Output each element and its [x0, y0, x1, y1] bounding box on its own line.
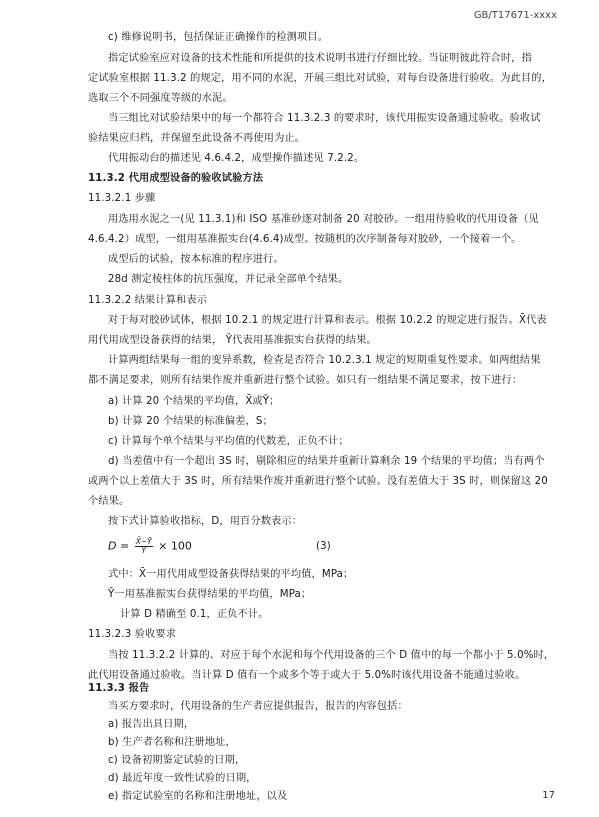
list-item: c) 维修说明书，包括保证正确操作的检测项目。	[108, 32, 329, 43]
paragraph-line: 都不满足要求，则所有结果作废并重新进行整个试验。如只有一组结果不满足要求，按下进行：	[88, 375, 523, 386]
paragraph-line: 按下式计算验收指标，D，用百分数表示：	[108, 516, 303, 527]
paragraph-line: 计算两组结果每一组的变异系数，检查是否符合 10.2.3.1 规定的短期重复性要求。如两组结果	[108, 355, 541, 366]
paragraph-line: 或两个以上差值大于 3S 时，所有结果作废并重新进行整个试验。没有差值大于 3S 时，则保留这 20	[88, 476, 548, 487]
paragraph-line: 当按 11.3.2.2 计算的、对应于每个水泥和每个代用设备的三个 D 值中的每一个都小于 5.0%时，	[108, 650, 555, 661]
section-heading: 11.3.3 报告	[88, 683, 150, 694]
list-item: b) 生产者名称和注册地址，	[108, 737, 236, 748]
subsection-heading: 11.3.2.2 结果计算和表示	[88, 295, 208, 306]
paragraph-line: 当三组比对试验结果中的每一个都符合 11.3.2.3 的要求时，该代用振实设备通过验收。验收试	[108, 113, 541, 124]
formula-rhs: × 100	[158, 539, 192, 553]
document-code: GB/T17671-xxxx	[473, 10, 557, 21]
list-item: e) 指定试验室的名称和注册地址，以及	[108, 791, 288, 802]
formula-lhs: D =	[108, 539, 130, 553]
paragraph-line: 对于每对胶砂试体，根据 10.2.1 的规定进行计算和表示。根据 10.2.2 的规定进行报告。X̄代表	[108, 315, 547, 326]
list-item: d) 当差值中有一个超出 3S 时，剔除相应的结果并重新计算剩余 19 个结果的平均值；当有两个	[108, 456, 545, 467]
paragraph-line: 用代用成型设备获得的结果， Ȳ代表用基准振实台获得的结果。	[88, 335, 377, 346]
list-item: d) 最近年度一致性试验的日期，	[108, 773, 257, 784]
paragraph-line: 个结果。	[88, 496, 130, 507]
paragraph-line: 代用振动台的描述见 4.6.4.2，成型操作描述见 7.2.2。	[108, 153, 365, 164]
paragraph-line: 成型后的试验，按本标准的程序进行。	[108, 254, 284, 265]
subsection-heading: 11.3.2.1 步骤	[88, 193, 156, 204]
list-item: b) 计算 20 个结果的标准偏差，S；	[108, 416, 273, 427]
paragraph-line: 式中：X̄一用代用成型设备获得结果的平均值，MPa；	[108, 569, 354, 580]
paragraph-line: 定试验室根据 11.3.2 的规定，用不同的水泥，开展三组比对试验，对每台设备进行验收。为此目的，	[88, 73, 552, 84]
paragraph-line: 指定试验室应对设备的技术性能和所提供的技术说明书进行仔细比较。当证明彼此符合时，指	[108, 53, 532, 64]
paragraph-line: 验结果应归档，并保留至此设备不再使用为止。	[88, 133, 306, 144]
paragraph-line: 4.6.4.2）成型，一组用基准振实台(4.6.4)成型。按随机的次序制备每对胶砂，一个接着一个。	[88, 234, 522, 245]
page-number: 17	[542, 790, 555, 801]
list-item: a) 计算 20 个结果的平均值，X̄或Ȳ；	[108, 396, 280, 407]
formula-denominator: Ȳ	[141, 546, 146, 555]
list-item: a) 报告出具日期，	[108, 719, 195, 730]
paragraph-line: 28d 测定棱柱体的抗压强度，并记录全部单个结果。	[108, 274, 349, 285]
paragraph-line: 此代用设备通过验收。当计算 D 值有一个或多个等于或大于 5.0%时该代用设备不能通过验收。	[88, 670, 526, 681]
formula-numerator: X̄−Ȳ	[135, 537, 152, 546]
section-heading: 11.3.2 代用成型设备的验收试验方法	[88, 173, 264, 184]
paragraph-line: 计算 D 精确至 0.1，正负不计。	[120, 609, 269, 620]
paragraph-line: 选取三个不同强度等级的水泥。	[88, 93, 233, 104]
paragraph-line: 用选用水泥之一(见 11.3.1)和 ISO 基准砂逐对制备 20 对胶砂。一组用待验收的代用设备（见	[108, 214, 539, 225]
list-item: c) 设备初期鉴定试验的日期，	[108, 755, 246, 766]
formula-fraction	[135, 538, 153, 555]
paragraph-line: Ȳ一用基准振实台获得结果的平均值，MPa；	[108, 589, 312, 600]
formula	[108, 538, 192, 555]
list-item: c) 计算每个单个结果与平均值的代数差，正负不计；	[108, 436, 349, 447]
paragraph-line: 当买方要求时，代用设备的生产者应提供报告，报告的内容包括：	[108, 701, 408, 712]
subsection-heading: 11.3.2.3 验收要求	[88, 629, 177, 640]
formula-number: (3)	[316, 541, 331, 552]
